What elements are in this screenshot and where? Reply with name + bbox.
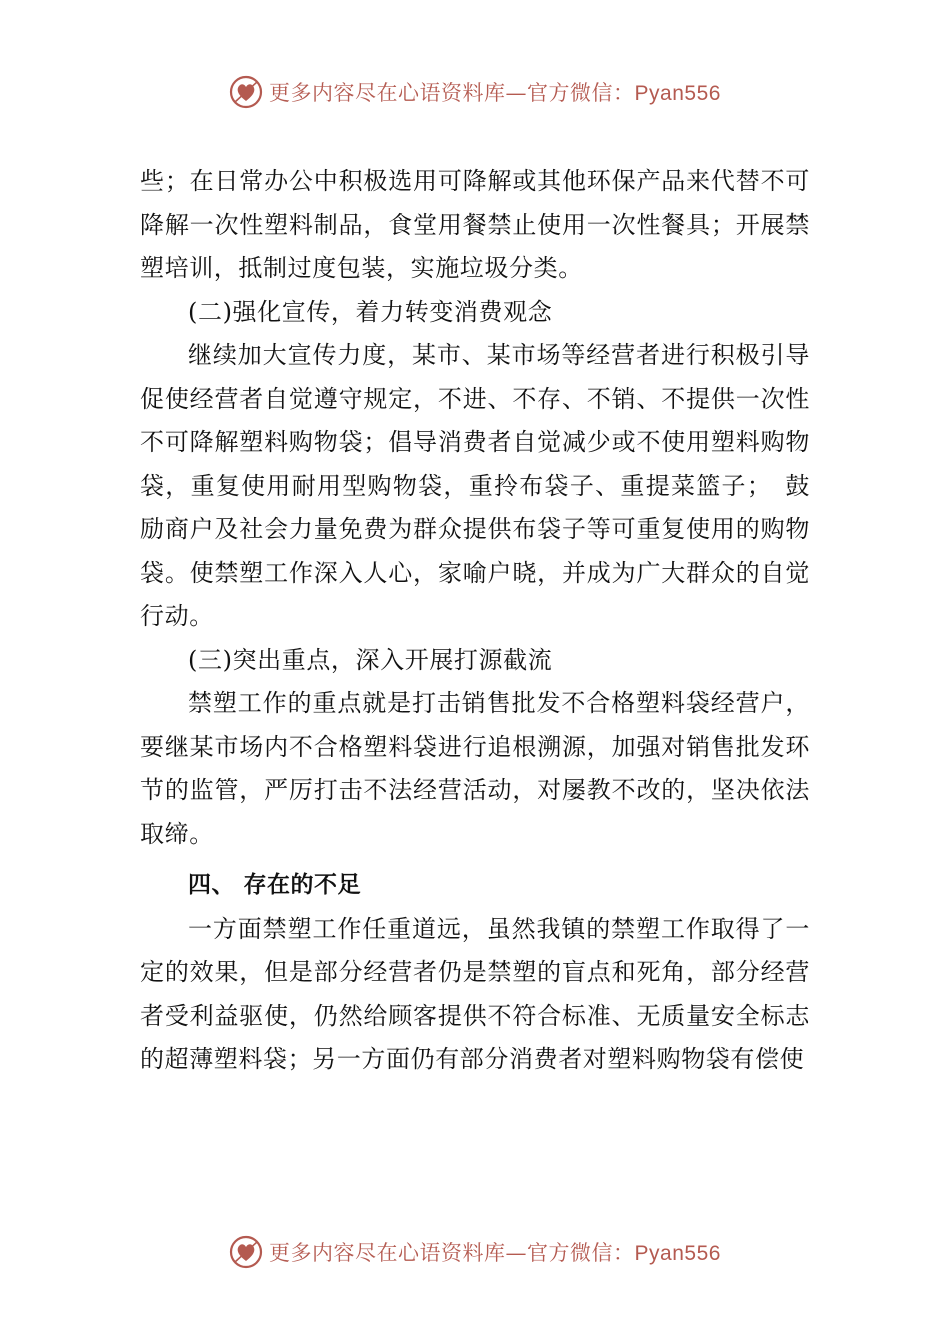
paragraph-continuation: 些；在日常办公中积极选用可降解或其他环保产品来代替不可降解一次性塑料制品，食堂用餐禁止使用一次性餐具；开展禁塑培训，抵制过度包装，实施垃圾分类。 xyxy=(140,167,810,282)
watermark-text: 更多内容尽在心语资料库—官方微信：Pyan556 xyxy=(269,81,721,105)
watermark-text: 更多内容尽在心语资料库—官方微信：Pyan556 xyxy=(269,1241,721,1265)
heart-seal-logo-icon xyxy=(229,75,263,109)
heart-seal-logo-icon xyxy=(229,1235,263,1269)
header-watermark xyxy=(0,72,950,112)
section-heading-shortcomings: 四、 存在的不足 xyxy=(188,872,362,898)
footer-watermark xyxy=(0,1232,950,1272)
paragraph-publicity: 继续加大宣传力度，某市、某市场等经营者进行积极引导促使经营者自觉遵守规定，不进、不存、不销、不提供一次性不可降解塑料购物袋；倡导消费者自觉减少或不使用塑料购物袋，重复使用耐用型购物袋，重拎布袋子、重提菜篮子； 鼓励商户及社会力量免费为群众提供布袋子等可重复使用的购物袋。使禁塑工作深入人心，家喻户晓，并成为广大群众的自觉行动。 xyxy=(140,341,810,630)
paragraph-shortcomings: 一方面禁塑工作任重道远，虽然我镇的禁塑工作取得了一定的效果，但是部分经营者仍是禁塑的盲点和死角，部分经营者受利益驱使，仍然给顾客提供不符合标准、无质量安全标志的超薄塑料袋；另一方面仍有部分消费者对塑料购物袋有偿使 xyxy=(140,914,810,1073)
subheading-key-points: (三)突出重点，深入开展打源截流 xyxy=(188,645,553,674)
document-body xyxy=(140,160,810,1082)
paragraph-key-points: 禁塑工作的重点就是打击销售批发不合格塑料袋经营户，要继某市场内不合格塑料袋进行追根溯源，加强对销售批发环节的监管，严厉打击不法经营活动，对屡教不改的，坚决依法取缔。 xyxy=(140,689,810,848)
subheading-publicity: (二)强化宣传，着力转变消费观念 xyxy=(188,297,553,326)
